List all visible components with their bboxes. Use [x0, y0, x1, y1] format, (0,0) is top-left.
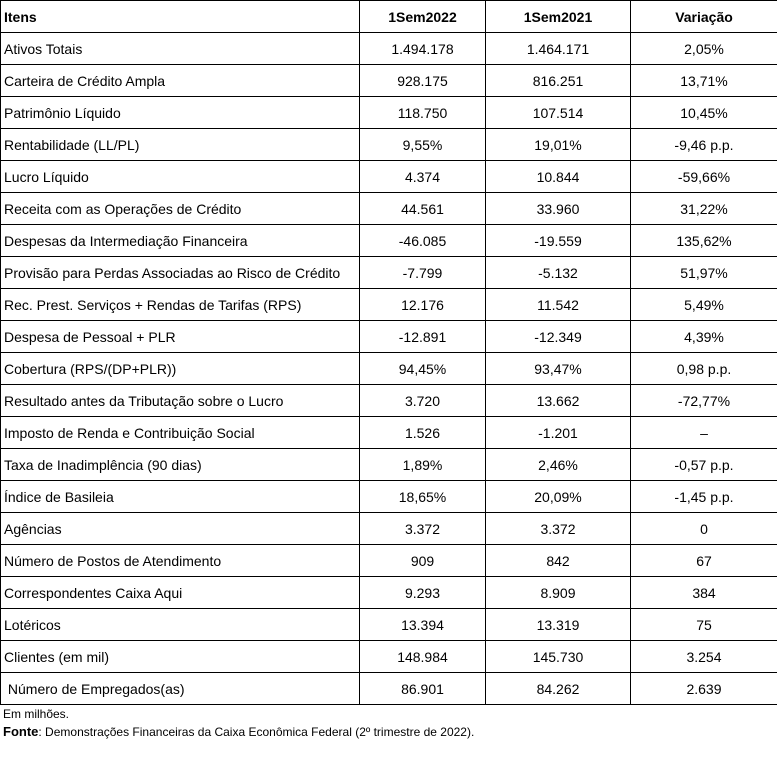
- table-row: [1, 641, 777, 673]
- table-row: [1, 513, 777, 545]
- variation-cell: 31,22%: [631, 193, 777, 225]
- variation-cell: -9,46 p.p.: [631, 129, 777, 161]
- variation-cell: 5,49%: [631, 289, 777, 321]
- table-row: [1, 449, 777, 481]
- value-1sem2022-cell: -7.799: [360, 257, 486, 289]
- variation-cell: -72,77%: [631, 385, 777, 417]
- variation-cell: 2.639: [631, 673, 777, 705]
- item-name-cell: Cobertura (RPS/(DP+PLR)): [1, 353, 360, 385]
- value-1sem2021-cell: 145.730: [486, 641, 631, 673]
- header-1sem2021: 1Sem2021: [486, 1, 631, 33]
- table-header-row: [1, 1, 777, 33]
- table-row: [1, 385, 777, 417]
- table-row: [1, 353, 777, 385]
- value-1sem2022-cell: 86.901: [360, 673, 486, 705]
- variation-cell: 4,39%: [631, 321, 777, 353]
- item-name-cell: Receita com as Operações de Crédito: [1, 193, 360, 225]
- value-1sem2021-cell: -12.349: [486, 321, 631, 353]
- item-name-cell: Rentabilidade (LL/PL): [1, 129, 360, 161]
- value-1sem2021-cell: 107.514: [486, 97, 631, 129]
- value-1sem2022-cell: 9.293: [360, 577, 486, 609]
- value-1sem2021-cell: 842: [486, 545, 631, 577]
- value-1sem2022-cell: 928.175: [360, 65, 486, 97]
- item-name-cell: Despesas da Intermediação Financeira: [1, 225, 360, 257]
- variation-cell: 2,05%: [631, 33, 777, 65]
- item-name-cell: Carteira de Crédito Ampla: [1, 65, 360, 97]
- footnote: Em milhões.: [3, 707, 70, 721]
- item-name-cell: Resultado antes da Tributação sobre o Lucro: [1, 385, 360, 417]
- table-body: [1, 33, 777, 705]
- value-1sem2022-cell: 44.561: [360, 193, 486, 225]
- value-1sem2021-cell: 8.909: [486, 577, 631, 609]
- value-1sem2022-cell: 9,55%: [360, 129, 486, 161]
- value-1sem2021-cell: 33.960: [486, 193, 631, 225]
- item-name-cell: Lucro Líquido: [1, 161, 360, 193]
- value-1sem2022-cell: -12.891: [360, 321, 486, 353]
- value-1sem2022-cell: 118.750: [360, 97, 486, 129]
- variation-cell: 3.254: [631, 641, 777, 673]
- value-1sem2021-cell: 13.319: [486, 609, 631, 641]
- value-1sem2021-cell: 93,47%: [486, 353, 631, 385]
- variation-cell: –: [631, 417, 777, 449]
- value-1sem2022-cell: 3.720: [360, 385, 486, 417]
- table-row: [1, 225, 777, 257]
- table-row: [1, 609, 777, 641]
- value-1sem2022-cell: 18,65%: [360, 481, 486, 513]
- variation-cell: -1,45 p.p.: [631, 481, 777, 513]
- value-1sem2022-cell: 1.526: [360, 417, 486, 449]
- value-1sem2021-cell: -19.559: [486, 225, 631, 257]
- table-row: [1, 417, 777, 449]
- value-1sem2022-cell: -46.085: [360, 225, 486, 257]
- table-row: [1, 481, 777, 513]
- value-1sem2021-cell: 20,09%: [486, 481, 631, 513]
- table-row: [1, 33, 777, 65]
- source-label: Fonte: [3, 724, 39, 739]
- table-row: [1, 321, 777, 353]
- variation-cell: 75: [631, 609, 777, 641]
- variation-cell: 135,62%: [631, 225, 777, 257]
- table-row: [1, 129, 777, 161]
- item-name-cell: Índice de Basileia: [1, 481, 360, 513]
- value-1sem2022-cell: 12.176: [360, 289, 486, 321]
- item-name-cell: Despesa de Pessoal + PLR: [1, 321, 360, 353]
- header-items: Itens: [1, 1, 360, 33]
- value-1sem2021-cell: -5.132: [486, 257, 631, 289]
- variation-cell: 67: [631, 545, 777, 577]
- table-row: [1, 289, 777, 321]
- value-1sem2021-cell: 1.464.171: [486, 33, 631, 65]
- value-1sem2021-cell: 84.262: [486, 673, 631, 705]
- item-name-cell: Ativos Totais: [1, 33, 360, 65]
- table-row: [1, 193, 777, 225]
- item-name-cell: Agências: [1, 513, 360, 545]
- variation-cell: 10,45%: [631, 97, 777, 129]
- value-1sem2021-cell: 19,01%: [486, 129, 631, 161]
- item-name-cell: Imposto de Renda e Contribuição Social: [1, 417, 360, 449]
- item-name-cell: Número de Postos de Atendimento: [1, 545, 360, 577]
- value-1sem2021-cell: 3.372: [486, 513, 631, 545]
- item-name-cell: Correspondentes Caixa Aqui: [1, 577, 360, 609]
- item-name-cell: Patrimônio Líquido: [1, 97, 360, 129]
- variation-cell: 51,97%: [631, 257, 777, 289]
- value-1sem2021-cell: -1.201: [486, 417, 631, 449]
- variation-cell: 0: [631, 513, 777, 545]
- value-1sem2021-cell: 816.251: [486, 65, 631, 97]
- item-name-cell: Clientes (em mil): [1, 641, 360, 673]
- item-name-cell: Lotéricos: [1, 609, 360, 641]
- source-note: [0, 723, 777, 741]
- variation-cell: -0,57 p.p.: [631, 449, 777, 481]
- variation-cell: -59,66%: [631, 161, 777, 193]
- header-1sem2022: 1Sem2022: [360, 1, 486, 33]
- variation-cell: 0,98 p.p.: [631, 353, 777, 385]
- value-1sem2022-cell: 909: [360, 545, 486, 577]
- value-1sem2022-cell: 13.394: [360, 609, 486, 641]
- table-row: [1, 97, 777, 129]
- table-row: [1, 545, 777, 577]
- item-name-cell: Provisão para Perdas Associadas ao Risco de Crédito: [1, 257, 360, 289]
- value-1sem2022-cell: 94,45%: [360, 353, 486, 385]
- item-name-cell: Número de Empregados(as): [1, 673, 360, 705]
- table-row: [1, 257, 777, 289]
- value-1sem2022-cell: 1.494.178: [360, 33, 486, 65]
- value-1sem2022-cell: 3.372: [360, 513, 486, 545]
- source-text: : Demonstrações Financeiras da Caixa Econômica Federal (2º trimestre de 2022).: [38, 725, 475, 739]
- variation-cell: 384: [631, 577, 777, 609]
- variation-cell: 13,71%: [631, 65, 777, 97]
- table-row: [1, 65, 777, 97]
- table-row: [1, 161, 777, 193]
- value-1sem2022-cell: 4.374: [360, 161, 486, 193]
- value-1sem2021-cell: 13.662: [486, 385, 631, 417]
- value-1sem2021-cell: 11.542: [486, 289, 631, 321]
- header-variation: Variação: [631, 1, 777, 33]
- value-1sem2021-cell: 2,46%: [486, 449, 631, 481]
- value-1sem2022-cell: 1,89%: [360, 449, 486, 481]
- table-row: [1, 577, 777, 609]
- item-name-cell: Taxa de Inadimplência (90 dias): [1, 449, 360, 481]
- item-name-cell: Rec. Prest. Serviços + Rendas de Tarifas (RPS): [1, 289, 360, 321]
- value-1sem2021-cell: 10.844: [486, 161, 631, 193]
- value-1sem2022-cell: 148.984: [360, 641, 486, 673]
- table-row: [1, 673, 777, 705]
